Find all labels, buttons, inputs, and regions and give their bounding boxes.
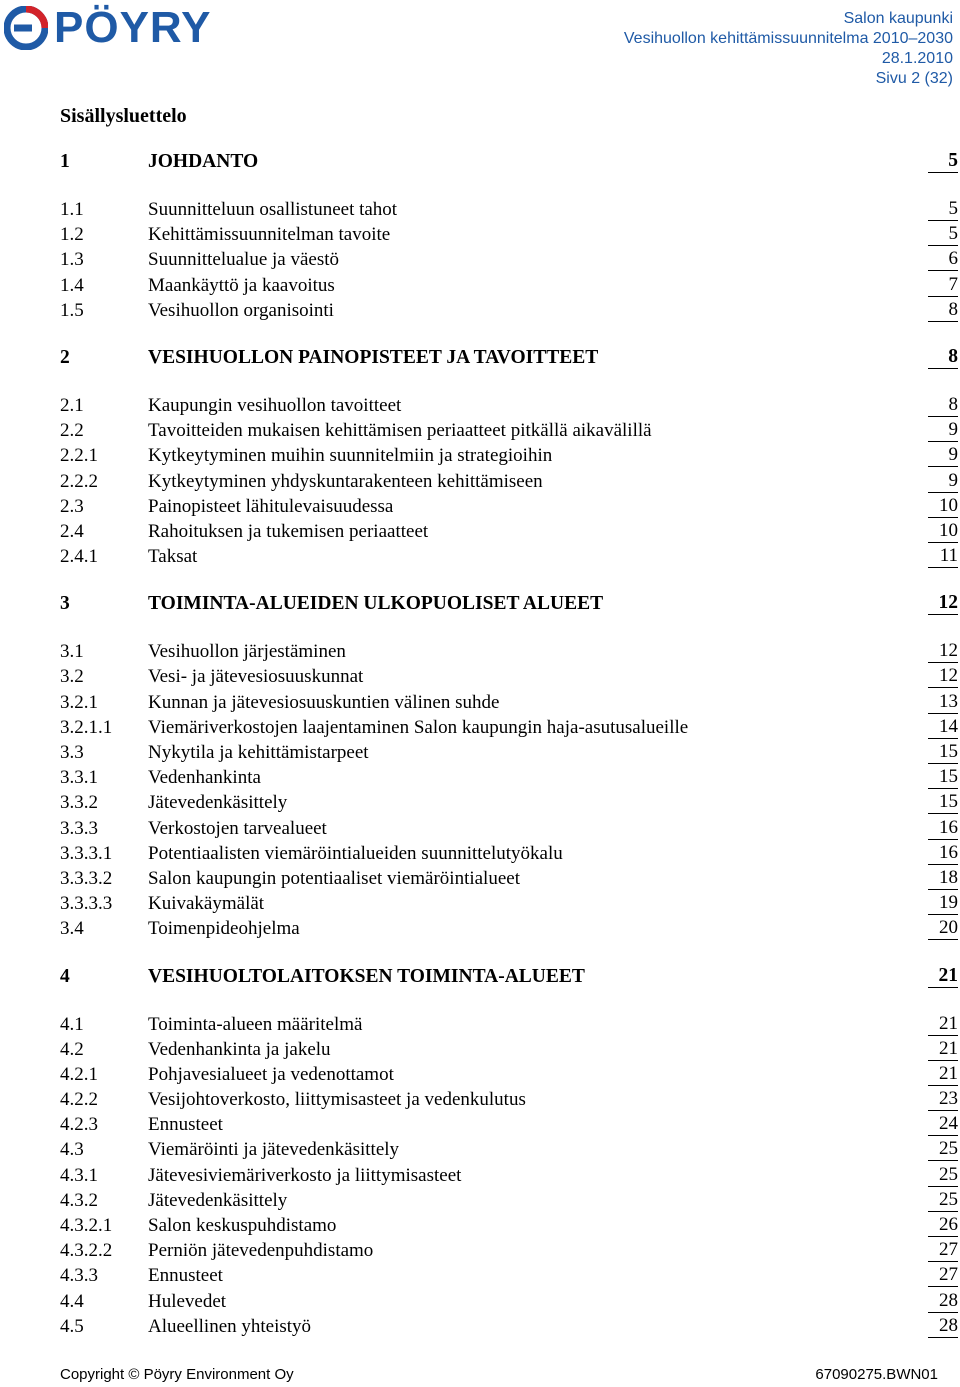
toc-entry-title: Taksat xyxy=(148,546,198,568)
toc-entry-page-link[interactable]: 12 xyxy=(928,639,958,663)
toc-entry-title: Tavoitteiden mukaisen kehittämisen periaatteet pitkällä aikavälillä xyxy=(148,420,652,442)
toc-heading: Sisällysluettelo xyxy=(60,105,187,127)
toc-entry-number: 2.2.2 xyxy=(60,470,98,492)
toc-entry-number: 4 xyxy=(60,965,70,987)
toc-entry[interactable] xyxy=(60,916,958,941)
toc-entry-number: 4.3 xyxy=(60,1139,84,1161)
toc-entry-number: 3.3 xyxy=(60,742,84,763)
toc-entry[interactable] xyxy=(60,1087,958,1112)
toc-entry[interactable] xyxy=(60,1163,958,1188)
toc-entry-title: Nykytila ja kehittämistarpeet xyxy=(148,742,369,763)
toc-entry-page-link[interactable]: 8 xyxy=(928,298,958,322)
toc-entry[interactable] xyxy=(60,715,958,740)
toc-entry-number: 1.4 xyxy=(60,274,84,296)
toc-entry-title: Viemäriverkostojen laajentaminen Salon kaupungin haja-asutusalueille xyxy=(148,716,689,738)
toc-entry-page-link[interactable]: 5 xyxy=(928,149,958,173)
toc-entry-number: 3.3.3.3 xyxy=(60,893,113,915)
toc-entry-title: Kaupungin vesihuollon tavoitteet xyxy=(148,394,402,416)
toc-entry-page-link[interactable]: 26 xyxy=(928,1213,958,1237)
toc-entry-page-link[interactable]: 15 xyxy=(928,740,958,764)
header-document-title: Vesihuollon kehittämissuunnitelma 2010–2030 xyxy=(623,30,953,47)
toc-entry-page-link[interactable]: 10 xyxy=(928,494,958,518)
toc-entry-page-link[interactable]: 5 xyxy=(928,197,958,221)
poyry-logo xyxy=(4,4,211,52)
toc-entry-page-link[interactable]: 27 xyxy=(928,1238,958,1262)
toc-entry-number: 1.5 xyxy=(60,299,84,321)
toc-entry[interactable] xyxy=(60,298,958,323)
toc-entry-number: 3.4 xyxy=(60,918,84,940)
toc-entry-title: Ennusteet xyxy=(148,1265,223,1287)
toc-entry-page-link[interactable]: 9 xyxy=(928,443,958,467)
toc-entry-title: Alueellinen yhteistyö xyxy=(148,1315,312,1337)
logo-wordmark: PÖYRY xyxy=(54,3,212,52)
toc-entry-title: Kunnan ja jätevesiosuuskuntien välinen suhde xyxy=(148,691,500,713)
toc-entry[interactable] xyxy=(60,664,958,689)
toc-entry-number: 4.3.2 xyxy=(60,1189,98,1211)
toc-entry-number: 1.1 xyxy=(60,199,84,220)
toc-entry-number: 2.2.1 xyxy=(60,445,98,467)
header-date: 28.1.2010 xyxy=(881,50,953,67)
toc-entry[interactable] xyxy=(60,841,958,866)
toc-entry-title: TOIMINTA-ALUEIDEN ULKOPUOLISET ALUEET xyxy=(148,593,604,615)
toc-entry-title: Vesihuollon organisointi xyxy=(148,299,334,321)
toc-entry-title: Vesi- ja jätevesiosuuskunnat xyxy=(148,666,364,688)
toc-entry-number: 2.4.1 xyxy=(60,546,98,568)
toc-entry-number: 1.2 xyxy=(60,224,84,246)
toc-entry-page-link[interactable]: 25 xyxy=(928,1137,958,1161)
toc-entry-number: 3.2.1.1 xyxy=(60,716,113,738)
toc-entry[interactable] xyxy=(60,765,958,790)
toc-entry-number: 4.3.2.1 xyxy=(60,1215,113,1236)
toc-entry-title: Jätevesiviemäriverkosto ja liittymisasteet xyxy=(148,1164,462,1186)
toc-entry-title: VESIHUOLTOLAITOKSEN TOIMINTA-ALUEET xyxy=(148,965,585,987)
toc-entry-number: 3.2.1 xyxy=(60,691,98,713)
toc-chapter-entry[interactable] xyxy=(60,345,958,371)
toc-entry-number: 4.2.2 xyxy=(60,1089,98,1111)
toc-entry-number: 2.2 xyxy=(60,420,84,442)
toc-entry-title: Ennusteet xyxy=(148,1114,223,1136)
toc-entry-page-link[interactable]: 7 xyxy=(928,273,958,297)
toc-entry-page-link[interactable]: 20 xyxy=(928,916,958,940)
toc-entry-title: Kehittämissuunnitelman tavoite xyxy=(148,224,391,246)
toc-entry-number: 4.4 xyxy=(60,1290,84,1312)
toc-entry-title: VESIHUOLLON PAINOPISTEET JA TAVOITTEET xyxy=(148,346,599,368)
toc-entry-title: Kuivakäymälät xyxy=(148,893,265,915)
toc-entry[interactable] xyxy=(60,494,958,519)
toc-entry-page-link[interactable]: 16 xyxy=(928,816,958,840)
toc-entry[interactable] xyxy=(60,1188,958,1213)
header-client: Salon kaupunki xyxy=(843,10,953,27)
toc-entry-page-link[interactable]: 8 xyxy=(928,393,958,417)
toc-entry[interactable] xyxy=(60,1037,958,1062)
toc-entry[interactable] xyxy=(60,418,958,443)
toc-entry[interactable] xyxy=(60,790,958,815)
toc-entry-number: 3.3.2 xyxy=(60,792,98,814)
toc-entry-title: JOHDANTO xyxy=(148,151,259,172)
toc-entry-page-link[interactable]: 27 xyxy=(928,1263,958,1287)
toc-entry[interactable] xyxy=(60,544,958,569)
toc-entry-page-link[interactable]: 18 xyxy=(928,866,958,890)
toc-entry[interactable] xyxy=(60,690,958,715)
toc-entry-number: 2.4 xyxy=(60,520,84,542)
toc-entry-page-link[interactable]: 21 xyxy=(928,1037,958,1061)
footer-document-code: 67090275.BWN01 xyxy=(815,1366,938,1383)
toc-entry-number: 1.3 xyxy=(60,249,84,271)
toc-entry[interactable] xyxy=(60,1012,958,1037)
toc-entry-title: Viemäröinti ja jätevedenkäsittely xyxy=(148,1139,400,1161)
toc-entry-page-link[interactable]: 6 xyxy=(928,247,958,271)
toc-entry-page-link[interactable]: 12 xyxy=(928,664,958,688)
toc-entry-number: 3 xyxy=(60,593,70,615)
toc-entry-title: Jätevedenkäsittely xyxy=(148,1189,288,1211)
toc-entry-number: 2.3 xyxy=(60,495,84,517)
toc-entry-page-link[interactable]: 9 xyxy=(928,418,958,442)
toc-entry[interactable] xyxy=(60,1314,958,1339)
toc-entry[interactable] xyxy=(60,469,958,494)
toc-entry-page-link[interactable]: 25 xyxy=(928,1188,958,1212)
toc-entry-page-link[interactable]: 21 xyxy=(928,1012,958,1036)
toc-entry-page-link[interactable]: 21 xyxy=(928,964,958,988)
toc-entry-title: Vedenhankinta ja jakelu xyxy=(148,1038,331,1060)
toc-entry-page-link[interactable]: 9 xyxy=(928,469,958,493)
toc-entry[interactable] xyxy=(60,1263,958,1288)
page-header xyxy=(624,9,953,89)
toc-entry-title: Kytkeytyminen muihin suunnitelmiin ja strategioihin xyxy=(148,445,553,467)
toc-entry-page-link[interactable]: 28 xyxy=(928,1314,958,1338)
toc-entry-number: 4.2.1 xyxy=(60,1063,98,1085)
toc-entry-title: Salon keskuspuhdistamo xyxy=(148,1215,337,1236)
toc-entry-title: Toimenpideohjelma xyxy=(148,918,300,940)
toc-entry[interactable] xyxy=(60,740,958,765)
toc-chapter-entry[interactable] xyxy=(60,591,958,617)
toc-entry[interactable] xyxy=(60,639,958,664)
toc-entry-title: Vedenhankinta xyxy=(148,767,261,789)
toc-entry-number: 3.2 xyxy=(60,666,84,688)
toc-entry-title: Hulevedet xyxy=(148,1290,227,1312)
toc-entry-number: 4.3.2.2 xyxy=(60,1240,113,1262)
toc-entry[interactable] xyxy=(60,1062,958,1087)
toc-entry-title: Jätevedenkäsittely xyxy=(148,792,288,814)
toc-entry-number: 3.3.3.2 xyxy=(60,867,113,889)
toc-entry-number: 3.3.3.1 xyxy=(60,842,113,864)
toc-entry-page-link[interactable]: 25 xyxy=(928,1163,958,1187)
toc-entry-page-link[interactable]: 19 xyxy=(928,891,958,915)
toc-entry[interactable] xyxy=(60,393,958,418)
toc-entry-page-link[interactable]: 12 xyxy=(928,591,958,615)
toc-entry[interactable] xyxy=(60,816,958,841)
footer-copyright: Copyright © Pöyry Environment Oy xyxy=(60,1366,294,1383)
toc-entry-title: Painopisteet lähitulevaisuudessa xyxy=(148,495,394,517)
toc-entry-number: 3.3.1 xyxy=(60,767,98,789)
toc-entry-title: Vesihuollon järjestäminen xyxy=(148,641,346,663)
toc-entry-page-link[interactable]: 16 xyxy=(928,841,958,865)
toc-entry-title: Maankäyttö ja kaavoitus xyxy=(148,274,335,296)
toc-entry-title: Vesijohtoverkosto, liittymisasteet ja vedenkulutus xyxy=(148,1089,526,1111)
toc-entry[interactable] xyxy=(60,222,958,247)
toc-entry-title: Pohjavesialueet ja vedenottamot xyxy=(148,1063,394,1085)
toc-entry[interactable] xyxy=(60,1213,958,1238)
header-page-number: Sivu 2 (32) xyxy=(875,70,953,87)
toc-entry-title: Perniön jätevedenpuhdistamo xyxy=(148,1240,374,1262)
toc-entry-page-link[interactable]: 11 xyxy=(928,544,958,568)
table-of-contents xyxy=(60,149,958,1339)
toc-entry-title: Salon kaupungin potentiaaliset viemäröintialueet xyxy=(148,867,520,889)
toc-entry[interactable] xyxy=(60,891,958,916)
toc-entry-page-link[interactable]: 14 xyxy=(928,715,958,739)
toc-chapter-entry[interactable] xyxy=(60,149,958,175)
toc-entry-page-link[interactable]: 13 xyxy=(928,690,958,714)
toc-entry-page-link[interactable]: 8 xyxy=(928,345,958,369)
toc-entry-number: 1 xyxy=(60,151,70,172)
toc-entry[interactable] xyxy=(60,519,958,544)
toc-entry-page-link[interactable]: 15 xyxy=(928,765,958,789)
toc-entry-number: 4.3.1 xyxy=(60,1164,98,1186)
toc-entry-number: 4.3.3 xyxy=(60,1265,98,1287)
toc-entry-page-link[interactable]: 24 xyxy=(928,1112,958,1136)
poyry-logo-icon xyxy=(4,6,48,50)
toc-entry-title: Rahoituksen ja tukemisen periaatteet xyxy=(148,520,429,542)
toc-entry-page-link[interactable]: 23 xyxy=(928,1087,958,1111)
toc-entry[interactable] xyxy=(60,443,958,468)
toc-entry-title: Kytkeytyminen yhdyskuntarakenteen kehittämiseen xyxy=(148,470,543,492)
toc-entry-number: 4.5 xyxy=(60,1315,84,1337)
toc-entry-number: 3.1 xyxy=(60,641,84,663)
toc-entry[interactable] xyxy=(60,1112,958,1137)
toc-entry-number: 3.3.3 xyxy=(60,817,98,839)
toc-entry-number: 4.1 xyxy=(60,1013,84,1035)
toc-entry-number: 2.1 xyxy=(60,394,84,416)
toc-entry-number: 4.2.3 xyxy=(60,1114,98,1136)
toc-entry-number: 4.2 xyxy=(60,1038,84,1060)
toc-entry[interactable] xyxy=(60,866,958,891)
toc-entry[interactable] xyxy=(60,1289,958,1314)
toc-entry[interactable] xyxy=(60,1137,958,1162)
toc-entry-page-link[interactable]: 15 xyxy=(928,790,958,814)
toc-entry-title: Suunnitteluun osallistuneet tahot xyxy=(148,199,398,220)
toc-entry[interactable] xyxy=(60,273,958,298)
toc-entry-title: Suunnittelualue ja väestö xyxy=(148,249,340,271)
toc-entry-number: 2 xyxy=(60,346,70,368)
toc-chapter-entry[interactable] xyxy=(60,964,958,990)
toc-entry[interactable] xyxy=(60,197,958,222)
toc-entry-page-link[interactable]: 21 xyxy=(928,1062,958,1086)
toc-entry[interactable] xyxy=(60,1238,958,1263)
toc-entry-page-link[interactable]: 28 xyxy=(928,1289,958,1313)
toc-entry[interactable] xyxy=(60,247,958,272)
toc-entry-title: Potentiaalisten viemäröintialueiden suunnittelutyökalu xyxy=(148,842,563,864)
toc-entry-title: Toiminta-alueen määritelmä xyxy=(148,1013,363,1035)
toc-entry-page-link[interactable]: 10 xyxy=(928,519,958,543)
toc-entry-title: Verkostojen tarvealueet xyxy=(148,817,327,839)
toc-entry-page-link[interactable]: 5 xyxy=(928,222,958,246)
